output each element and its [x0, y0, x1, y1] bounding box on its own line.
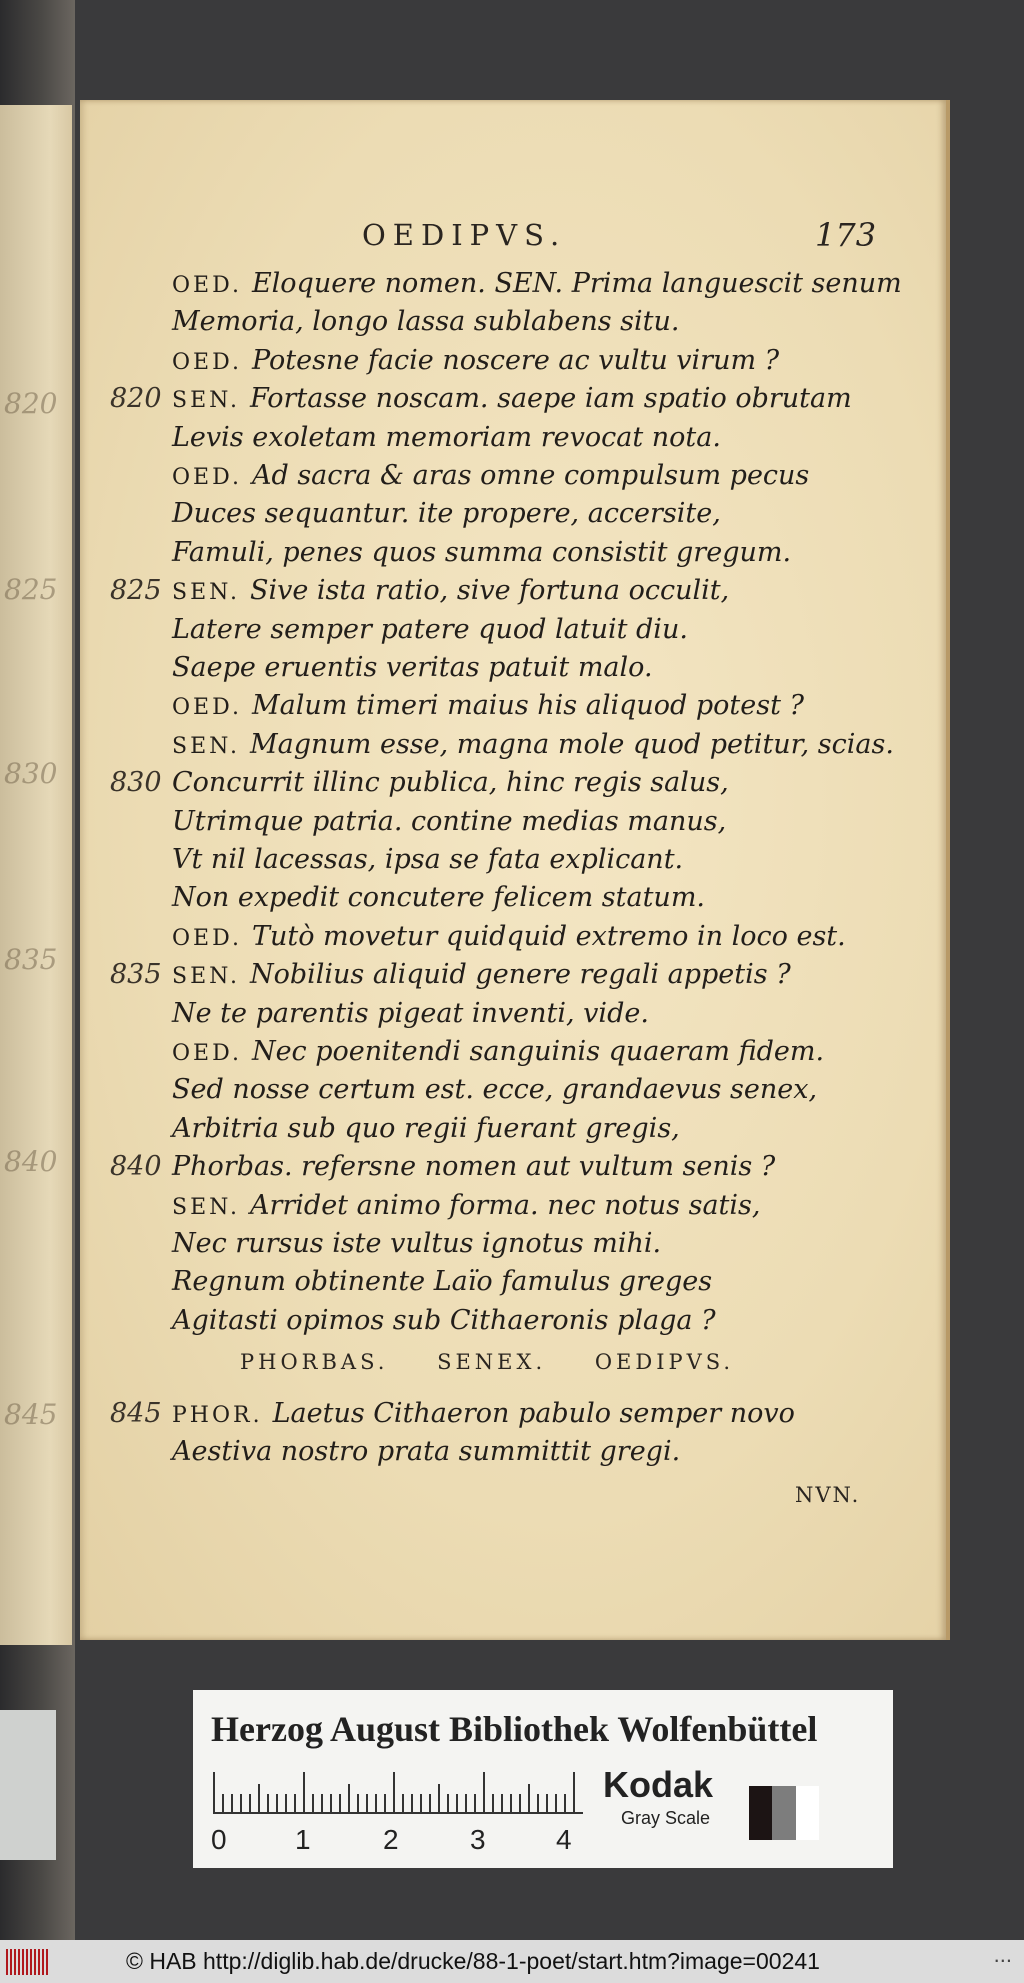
verse-text: Ne te parentis pigeat inventi, vide.	[172, 997, 649, 1029]
verse-line	[172, 998, 649, 1029]
ruler-tick	[501, 1794, 503, 1812]
ruler-tick	[303, 1772, 305, 1812]
verse-text: Sive ista ratio, sive fortuna occulit,	[249, 575, 730, 607]
verse-line	[172, 498, 721, 529]
verse-text: Nobilius aliquid genere regali appetis ?	[249, 959, 791, 991]
library-title: Herzog August Bibliothek Wolfenbüttel	[211, 1709, 818, 1749]
verse-text: Arridet animo forma. nec notus satis,	[249, 1189, 761, 1221]
ruler-tick	[528, 1784, 530, 1812]
verse-text: Regnum obtinente Laïo famulus greges	[172, 1266, 713, 1298]
ruler-tick	[573, 1772, 575, 1812]
ruler-tick	[555, 1794, 557, 1812]
prev-line-number: 820	[4, 387, 58, 420]
verse-line	[172, 268, 902, 299]
barcode-icon	[6, 1949, 48, 1975]
verse-line	[172, 1074, 817, 1105]
ruler-label: 1	[295, 1824, 311, 1855]
verse-line	[172, 614, 688, 645]
speaker-name: PHOR.	[172, 1403, 263, 1428]
speaker-name: OED.	[172, 349, 242, 375]
catchword: NVN.	[795, 1483, 861, 1507]
ruler-tick	[438, 1784, 440, 1812]
verse-line	[172, 767, 729, 798]
verse-line	[172, 306, 679, 337]
ruler-tick	[231, 1794, 233, 1812]
verse-line	[172, 1228, 661, 1259]
ruler-tick	[447, 1794, 449, 1812]
ruler-tick	[510, 1794, 512, 1812]
line-number: 825	[110, 575, 162, 607]
gray-swatches	[749, 1786, 819, 1840]
verse-line	[172, 1190, 760, 1221]
line-number: 830	[110, 767, 162, 799]
ruler-tick	[276, 1794, 278, 1812]
person-name: PHORBAS.	[240, 1350, 389, 1374]
verse-text: Potesne facie noscere ac vultu virum ?	[251, 344, 780, 376]
verse-line	[172, 460, 809, 491]
ruler-tick	[294, 1794, 296, 1812]
ruler-tick	[222, 1794, 224, 1812]
verse-line	[172, 652, 653, 683]
verse-text: Ad sacra & aras omne compulsum pecus	[251, 460, 810, 491]
ruler-tick	[492, 1794, 494, 1812]
verse-line	[172, 1305, 716, 1336]
more-icon[interactable]: ...	[993, 1942, 1012, 1967]
ruler-tick	[384, 1794, 386, 1812]
ruler-label: 2	[383, 1824, 399, 1855]
verse-text: Nec poenitendi sanguinis quaeram fidem.	[251, 1036, 825, 1067]
verse-line	[172, 690, 804, 721]
ruler-tick	[375, 1794, 377, 1812]
page-header	[80, 218, 946, 258]
ruler-tick	[411, 1794, 413, 1812]
ruler-tick	[321, 1794, 323, 1812]
ruler-tick	[393, 1772, 395, 1812]
ruler-tick	[249, 1794, 251, 1812]
verse-line	[172, 1436, 680, 1467]
person-name: OEDIPVS.	[594, 1350, 735, 1374]
page-number: 173	[815, 216, 877, 254]
verse-text: Phorbas. refersne nomen aut vultum senis ?	[172, 1151, 776, 1183]
verse-text: Aestiva nostro prata summittit gregi.	[172, 1436, 681, 1468]
ruler-tick	[258, 1784, 260, 1812]
speaker-name: SEN.	[172, 580, 240, 606]
verse-line	[172, 1151, 775, 1182]
prev-line-number: 830	[4, 757, 58, 790]
line-number: 820	[110, 383, 162, 415]
verse-line	[172, 383, 852, 414]
verse-line	[172, 959, 791, 990]
ruler-tick	[546, 1794, 548, 1812]
verse-line	[172, 1266, 712, 1297]
ruler-tick	[213, 1772, 215, 1812]
ruler-tick	[240, 1794, 242, 1812]
verse-text: Eloquere nomen. SEN. Prima languescit senum	[251, 268, 902, 299]
verse-line	[172, 806, 726, 837]
speaker-name: SEN.	[172, 964, 240, 990]
ruler-tick	[267, 1794, 269, 1812]
verse-line	[172, 537, 791, 568]
ruler-label: 3	[470, 1824, 486, 1855]
speaker-name: OED.	[172, 273, 242, 298]
line-number: 845	[110, 1398, 162, 1429]
grayscale-label: Gray Scale	[621, 1808, 711, 1828]
prev-line-number: 840	[4, 1145, 58, 1178]
ruler-tick	[330, 1794, 332, 1812]
ruler-tick	[312, 1794, 314, 1812]
dramatis-personae	[240, 1350, 772, 1374]
copyright-url[interactable]: © HAB http://diglib.hab.de/drucke/88-1-poet/start.htm?image=00241	[126, 1948, 820, 1974]
verse-text: Non expedit concutere felicem statum.	[172, 882, 705, 914]
ruler-tick	[339, 1794, 341, 1812]
verse-text: Concurrit illinc publica, hinc regis salus,	[172, 767, 729, 799]
speaker-name: SEN.	[172, 733, 240, 759]
speaker-name: OED.	[172, 465, 242, 490]
kodak-logo: Kodak	[603, 1764, 714, 1805]
verse-text: Arbitria sub quo regii fuerant gregis,	[172, 1112, 680, 1144]
ruler-tick	[465, 1794, 467, 1812]
person-name: SENEX.	[437, 1350, 547, 1374]
ruler-label: 4	[556, 1824, 572, 1855]
footer-bar	[0, 1940, 1024, 1983]
speaker-name: SEN.	[172, 1194, 240, 1220]
verse-text: Fortasse noscam. saepe iam spatio obrutam	[249, 383, 852, 415]
ruler-tick	[537, 1794, 539, 1812]
ruler-tick	[285, 1794, 287, 1812]
verse-line	[172, 1398, 795, 1429]
verse-text: Magnum esse, magna mole quod petitur, scias.	[249, 728, 894, 760]
ruler-tick	[564, 1794, 566, 1812]
speaker-name: OED.	[172, 1041, 242, 1066]
running-title: OEDIPVS.	[362, 218, 567, 252]
ruler-tick	[402, 1794, 404, 1812]
ruler-tick	[366, 1794, 368, 1812]
verse-text: Saepe eruentis veritas patuit malo.	[172, 652, 653, 683]
verse-text: Utrimque patria. contine medias manus,	[172, 805, 727, 837]
verse-line	[172, 345, 779, 376]
ruler-tick	[474, 1794, 476, 1812]
previous-page-edge	[0, 105, 72, 1645]
ruler-tick	[456, 1794, 458, 1812]
ruler-tick	[348, 1784, 350, 1812]
ruler-label: 0	[211, 1824, 227, 1855]
ruler-tick	[483, 1772, 485, 1812]
side-label	[0, 1710, 56, 1860]
prev-line-number: 835	[4, 943, 58, 976]
verse-line	[172, 844, 683, 875]
verse-text: Nec rursus iste vultus ignotus mihi.	[172, 1228, 662, 1259]
verse-line	[172, 921, 846, 952]
verse-text: Levis exoletam memoriam revocat nota.	[172, 421, 721, 453]
speaker-name: SEN.	[172, 388, 240, 414]
verse-text: Vt nil lacessas, ipsa se fata explicant.	[172, 844, 684, 875]
verse-text: Tutò movetur quidquid extremo in loco est.	[251, 920, 846, 952]
ruler-tick	[420, 1794, 422, 1812]
speaker-name: OED.	[172, 695, 242, 721]
verse-text: Laetus Cithaeron pabulo semper novo	[272, 1398, 795, 1429]
verse-text: Memoria, longo lassa sublabens situ.	[172, 306, 680, 338]
verse-line	[172, 1036, 824, 1067]
ruler-tick	[429, 1794, 431, 1812]
verse-line	[172, 422, 721, 453]
verse-text: Latere semper patere quod latuit diu.	[172, 613, 688, 645]
verse-text: Agitasti opimos sub Cithaeronis plaga ?	[172, 1304, 716, 1336]
prev-line-number: 825	[4, 573, 58, 606]
line-number: 835	[110, 959, 162, 991]
ruler-tick	[357, 1794, 359, 1812]
calibration-card	[193, 1690, 893, 1868]
verse-text: Malum timeri maius his aliquod potest ?	[251, 690, 805, 722]
verse-line	[172, 575, 729, 606]
verse-line	[172, 882, 705, 913]
verse-text: Duces sequantur. ite propere, accersite,	[172, 498, 721, 530]
scale-ruler	[213, 1772, 583, 1814]
prev-line-number: 845	[4, 1398, 58, 1431]
ruler-tick	[519, 1794, 521, 1812]
verse-text: Famuli, penes quos summa consistit gregum.	[172, 536, 792, 568]
book-page	[80, 100, 946, 1640]
speaker-name: OED.	[172, 925, 242, 951]
line-number: 840	[110, 1151, 162, 1183]
verse-line	[172, 729, 894, 760]
verse-line	[172, 1113, 680, 1144]
verse-text: Sed nosse certum est. ecce, grandaevus senex,	[172, 1074, 818, 1106]
